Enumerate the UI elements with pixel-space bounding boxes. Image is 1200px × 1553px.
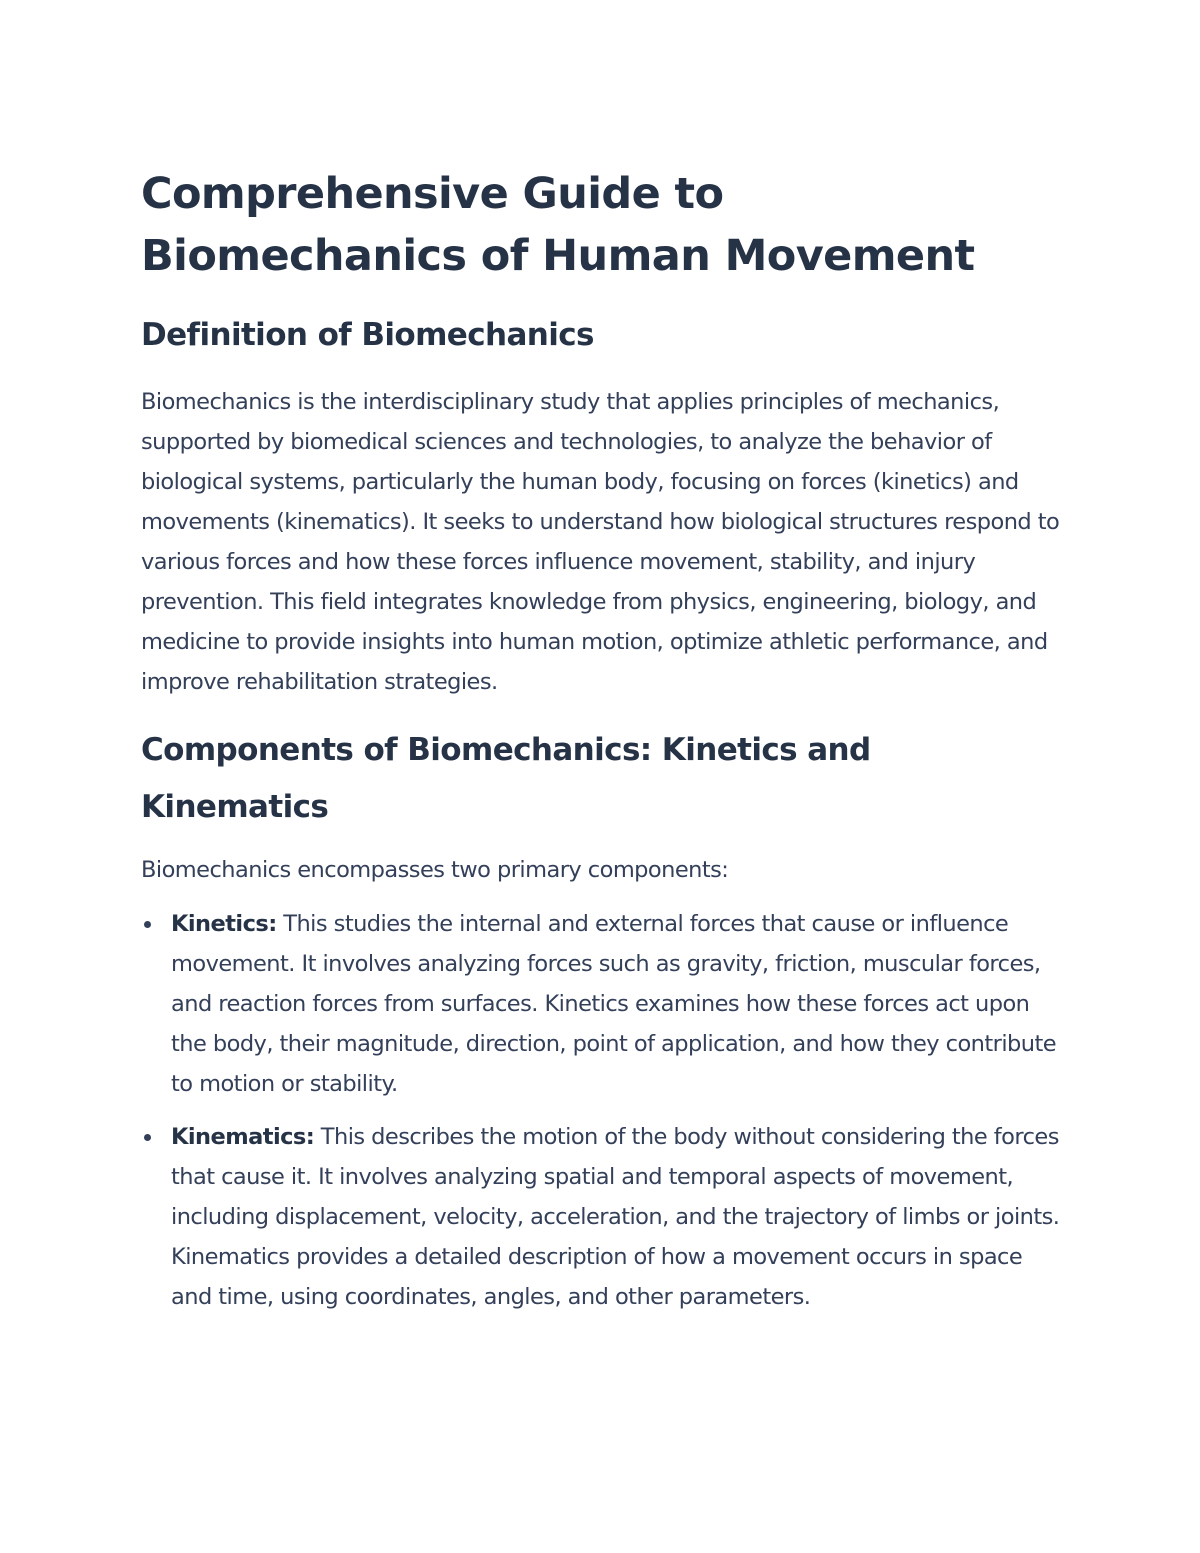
bullet-dot-icon <box>144 1134 151 1141</box>
section-heading-components: Components of Biomechanics: Kinetics and Kinematics <box>141 732 871 825</box>
definition-paragraph: Biomechanics is the interdisciplinary study that applies principles of mechanics, supported by biomedical sciences and technologies, to analyze the behavior of biological systems, particularly the human body, focusing on forces (kinetics) and movements (kinematics). It seeks to understand how biological structures respond to various forces and how these forces influence movement, stability, and injury prevention. This field integrates knowledge from physics, engineering, biology, and medicine to provide insights into human motion, optimize athletic performance, and improve rehabilitation strategies. <box>141 389 1060 695</box>
bullet-term-kinematics: Kinematics: <box>171 1124 315 1150</box>
bullet-item-kinematics <box>141 1117 1061 1317</box>
components-intro-paragraph: Biomechanics encompasses two primary components: <box>141 857 729 883</box>
bullet-text-kinematics: This describes the motion of the body without considering the forces that cause it. It involves analyzing spatial and temporal aspects of movement, including displacement, velocity, acceleration, and the trajectory of limbs or joints. Kinematics provides a detailed description of how a movement occurs in space and time, using coordinates, angles, and other parameters. <box>171 1124 1060 1310</box>
bullet-text-kinetics: This studies the internal and external forces that cause or influence movement. It involves analyzing forces such as gravity, friction, muscular forces, and reaction forces from surfaces. Kinetics examines how these forces act upon the body, their magnitude, direction, point of application, and how they contribute to motion or stability. <box>171 911 1057 1097</box>
document-title: Comprehensive Guide to Biomechanics of Human Movement <box>141 169 975 281</box>
bullet-dot-icon <box>144 921 151 928</box>
document-page <box>141 163 1061 1330</box>
components-bullet-list <box>141 904 1061 1317</box>
bullet-term-kinetics: Kinetics: <box>171 911 277 937</box>
section-heading-definition: Definition of Biomechanics <box>141 317 594 353</box>
bullet-item-kinetics <box>141 904 1061 1104</box>
